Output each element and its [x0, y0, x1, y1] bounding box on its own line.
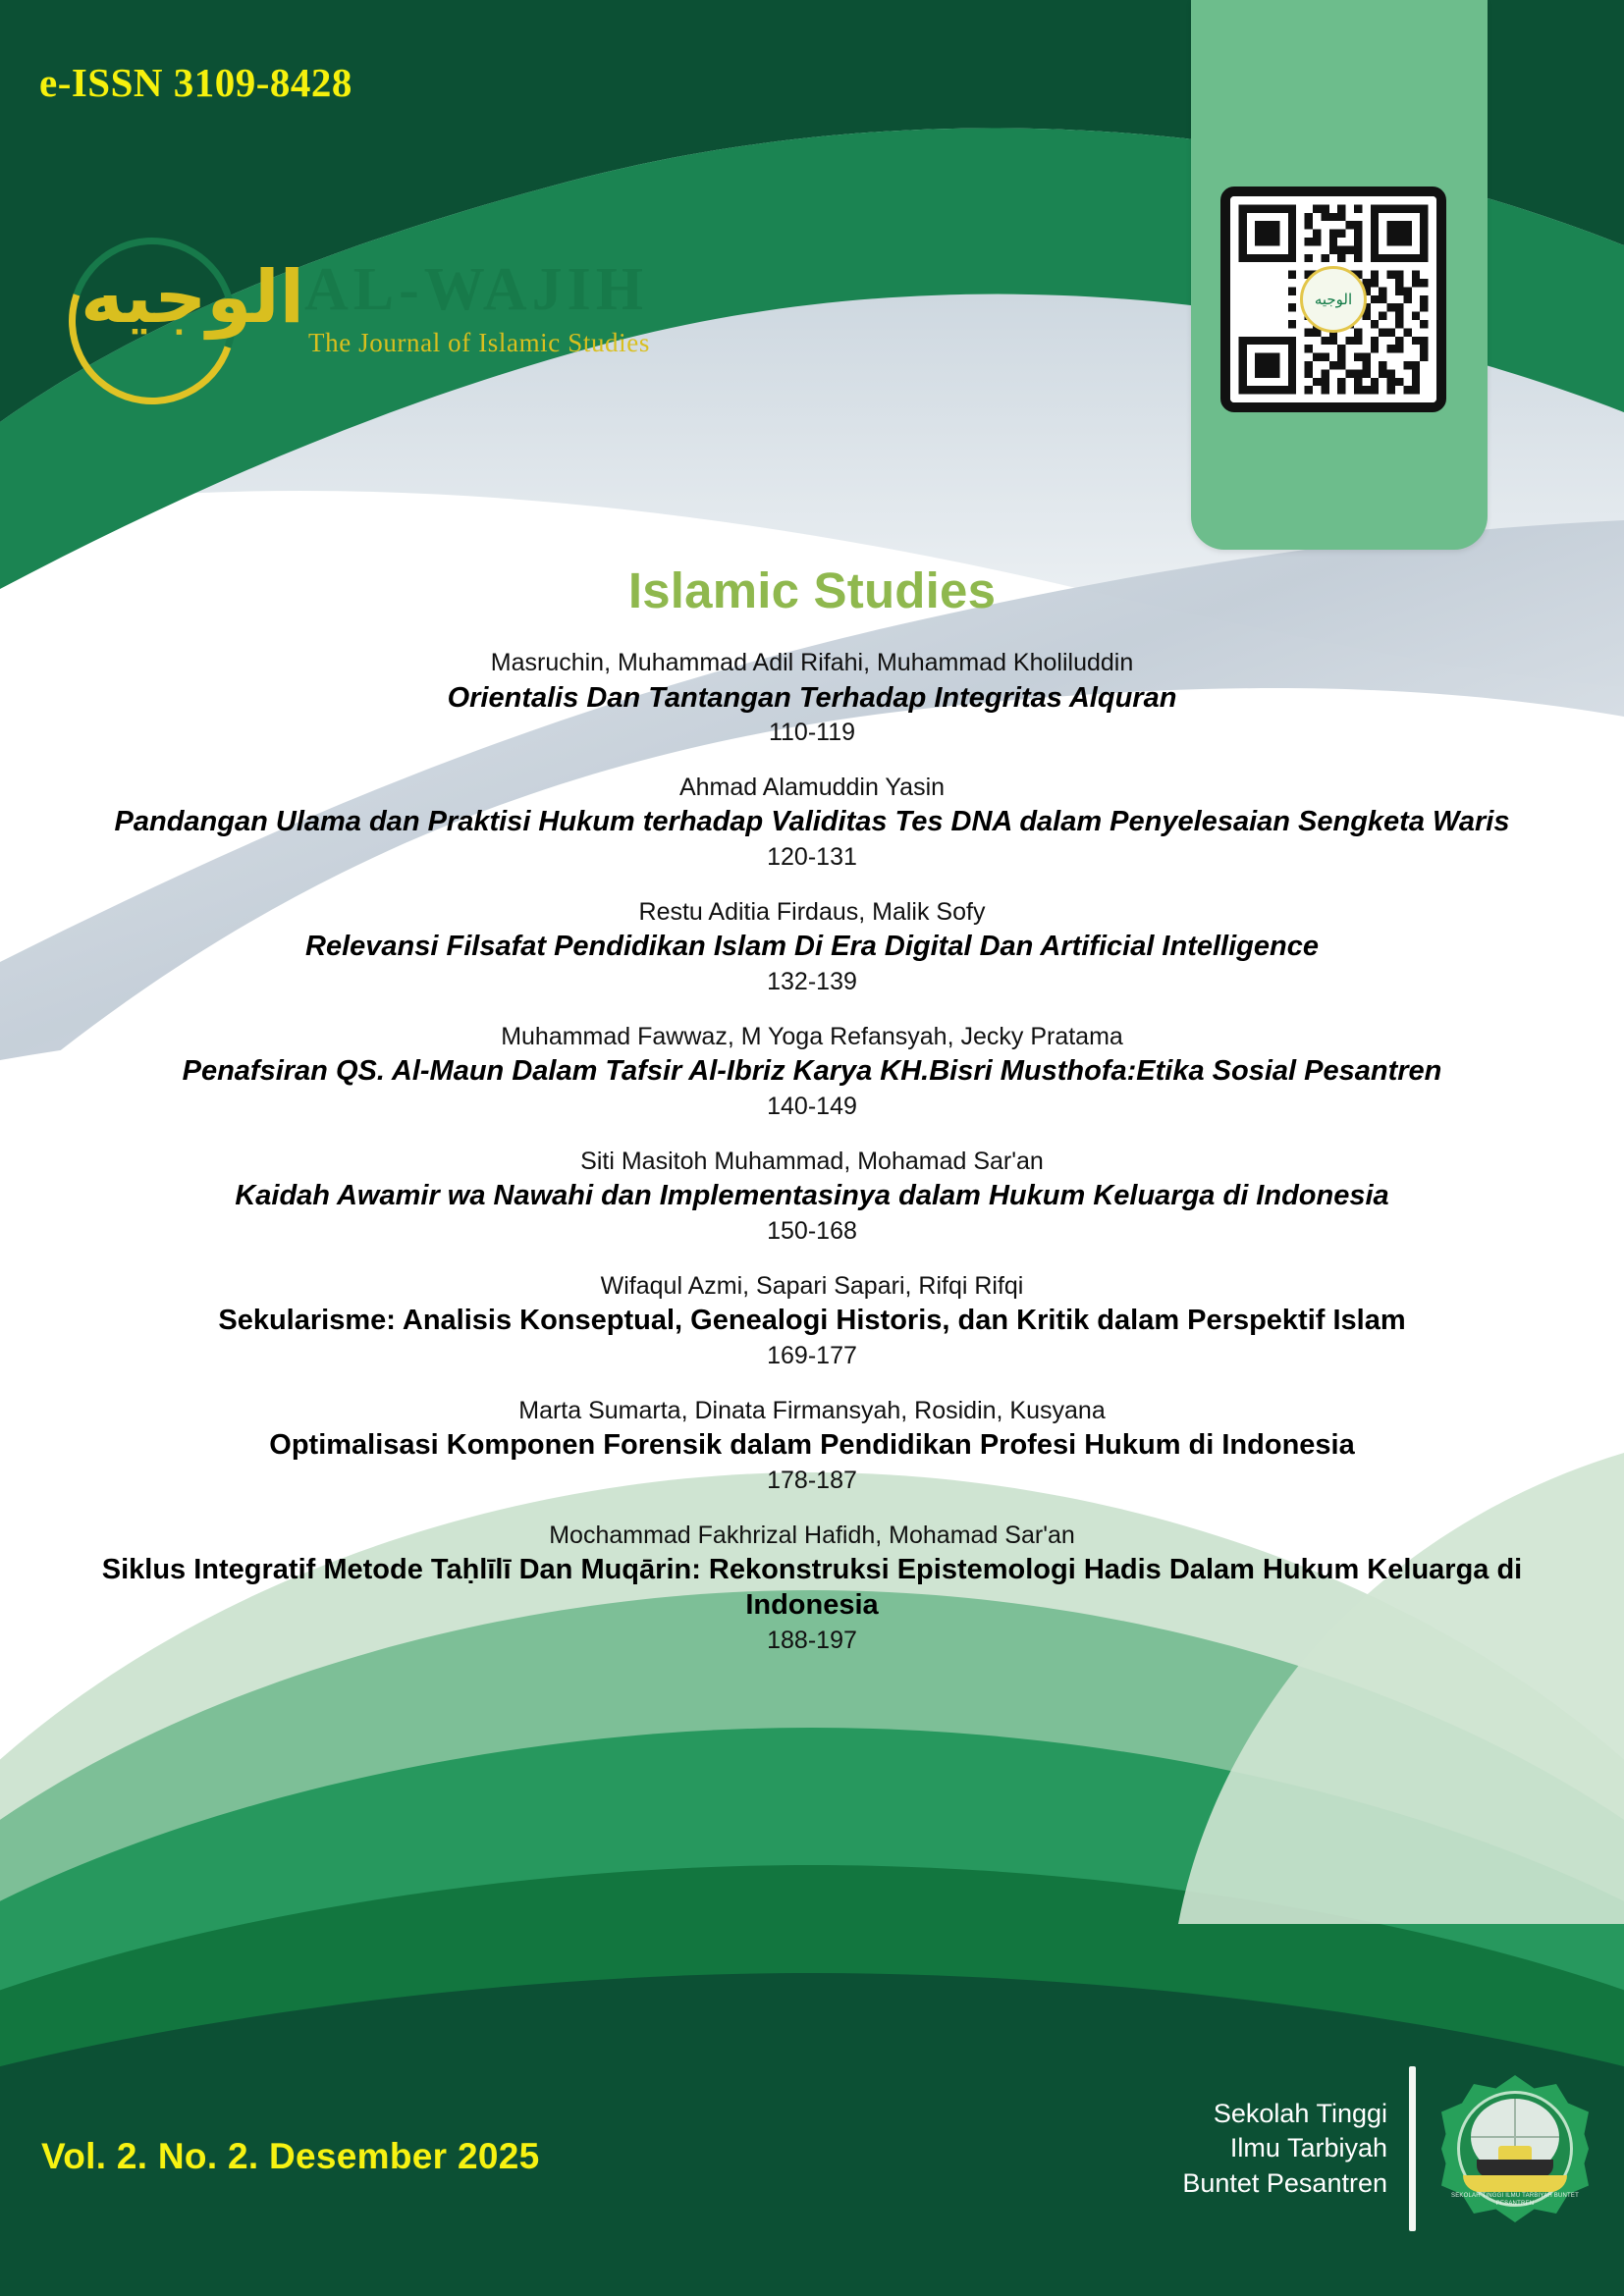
section-heading: Islamic Studies: [627, 562, 997, 618]
article-title: Sekularisme: Analisis Konseptual, Genealogi Historis, dan Kritik dalam Perspektif Islam: [218, 1305, 1406, 1337]
article-title: Penafsiran QS. Al-Maun Dalam Tafsir Al-Ibriz Karya KH.Bisri Musthofa:Etika Sosial Pesantren: [182, 1055, 1442, 1088]
article-authors: Mochammad Fakhrizal Hafidh, Mohamad Sar'an: [549, 1521, 1075, 1549]
logo-title: AL-WAJIH: [304, 256, 649, 323]
publisher-divider: [1409, 2066, 1416, 2231]
article-title: Siklus Integratif Metode Taḥlīlī Dan Muqārin: Rekonstruksi Epistemologi Hadis Dalam Hukum Keluarga di Indonesia: [101, 1554, 1523, 1622]
article-entry: [39, 773, 1585, 874]
article-authors: Ahmad Alamuddin Yasin: [678, 773, 946, 801]
publisher-line-1: Sekolah Tinggi: [1213, 2099, 1387, 2129]
volume-issue-date: Vol. 2. No. 2. Desember 2025: [41, 2136, 540, 2176]
publisher-line-2: Ilmu Tarbiyah: [1229, 2133, 1387, 2163]
logo-tagline: The Journal of Islamic Studies: [308, 328, 650, 357]
article-pages: 178-187: [767, 1467, 857, 1495]
article-pages: 169-177: [767, 1342, 857, 1370]
qr-code[interactable]: [1220, 187, 1446, 412]
article-entry: [39, 1022, 1585, 1123]
article-pages: 110-119: [768, 719, 856, 747]
article-title: Relevansi Filsafat Pendidikan Islam Di Era Digital Dan Artificial Intelligence: [305, 931, 1319, 963]
logo-arabic-text: الوجيه: [81, 255, 304, 340]
article-authors: Muhammad Fawwaz, M Yoga Refansyah, Jecky Pratama: [501, 1022, 1123, 1050]
article-authors: Restu Aditia Firdaus, Malik Sofy: [638, 897, 986, 926]
issn-text: e-ISSN 3109-8428: [39, 60, 352, 105]
journal-logo: [61, 232, 689, 399]
article-title: Pandangan Ulama dan Praktisi Hukum terhadap Validitas Tes DNA dalam Penyelesaian Sengketa Waris: [114, 806, 1510, 838]
article-pages: 120-131: [767, 843, 857, 872]
table-of-contents: [39, 648, 1585, 1681]
qr-center-logo: الوجيه: [1300, 266, 1367, 333]
publisher-emblem-icon: [1441, 2075, 1589, 2222]
article-entry: [39, 648, 1585, 749]
article-authors: Wifaqul Azmi, Sapari Sapari, Rifqi Rifqi: [600, 1271, 1024, 1300]
article-entry: [39, 1396, 1585, 1497]
article-entry: [39, 1147, 1585, 1248]
article-title: Kaidah Awamir wa Nawahi dan Implementasinya dalam Hukum Keluarga di Indonesia: [235, 1180, 1389, 1212]
article-entry: [39, 1521, 1585, 1657]
article-pages: 150-168: [767, 1217, 857, 1246]
article-pages: 132-139: [767, 968, 857, 996]
article-entry: [39, 1271, 1585, 1372]
article-pages: 140-149: [767, 1093, 857, 1121]
article-pages: 188-197: [767, 1627, 857, 1655]
article-title: Orientalis Dan Tantangan Terhadap Integritas Alquran: [447, 681, 1177, 714]
publisher-block: [1182, 2066, 1589, 2231]
article-authors: Siti Masitoh Muhammad, Mohamad Sar'an: [580, 1147, 1044, 1175]
article-entry: [39, 897, 1585, 998]
publisher-line-3: Buntet Pesantren: [1182, 2167, 1387, 2198]
emblem-ribbon-icon: [1463, 2175, 1567, 2192]
article-authors: Masruchin, Muhammad Adil Rifahi, Muhammad Kholiluddin: [490, 649, 1134, 676]
article-authors: Marta Sumarta, Dinata Firmansyah, Rosidin, Kusyana: [518, 1396, 1106, 1424]
publisher-name: [1182, 2097, 1409, 2200]
article-title: Optimalisasi Komponen Forensik dalam Pendidikan Profesi Hukum di Indonesia: [269, 1429, 1355, 1462]
emblem-caption: SEKOLAH TINGGI ILMU TARBIYAH BUNTET PESANTREN: [1451, 2193, 1579, 2207]
